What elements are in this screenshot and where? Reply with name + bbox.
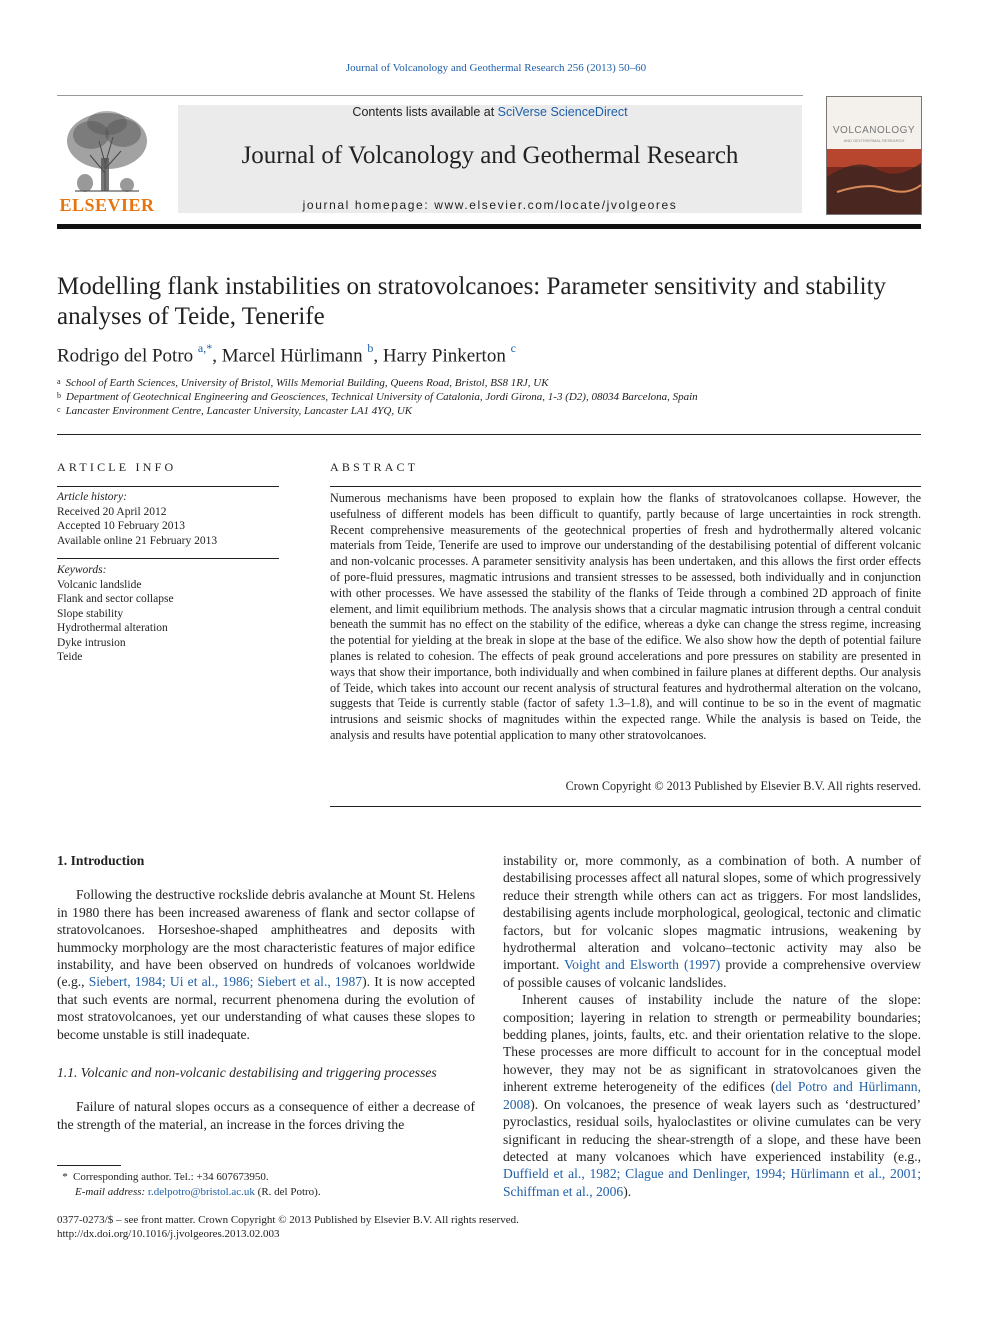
article-info-heading: ARTICLE INFO	[57, 460, 177, 474]
footnote-text: Corresponding author. Tel.: +34 607673950.	[73, 1171, 269, 1183]
keyword-item: Slope stability	[57, 607, 124, 620]
author-separator: ,	[212, 345, 222, 367]
header-bottom-rule	[57, 224, 921, 229]
affiliation-text: School of Earth Sciences, University of Bristol, Wills Memorial Building, Queens Road, Bristol, BS8 1RJ, UK	[65, 377, 549, 389]
paragraph-text: Following the destructive rockslide debris avalanche at Mount St. Helens in 1980 there has been increased awareness of flank and sector collapse of stratovolcanoes. Horseshoe-shaped amphitheatres and deposits with hummocky morphology are the most characteristic features of major edifice instability, and have been observed on hundreds of volcanoes worldwide (e.g.,	[57, 887, 475, 990]
paragraph	[503, 852, 921, 991]
paragraph-text: provide a comprehensive overview of possible causes of volcanic landslides.	[503, 957, 921, 990]
author-name: Rodrigo del Potro	[57, 345, 194, 367]
keyword-item: Dyke intrusion	[57, 636, 126, 649]
author-name: Marcel Hürlimann	[221, 345, 363, 367]
keyword-item: Volcanic landslide	[57, 578, 142, 591]
reference-link[interactable]: del Potro and Hürlimann, 2008	[503, 1079, 921, 1112]
history-item: Available online 21 February 2013	[57, 534, 218, 547]
paragraph-text: instability or, more commonly, as a combination of both. A number of destabilising processes affect all natural slopes, some of which progressively reduce their strength while others can act as triggers. For most landslides, destabilising agents include morphological, geological, tectonic and climatic factors, but for volcanic slopes magmatic intrusions, weakening by hydrothermal alteration and volcano–tectonic activity may also be important.	[503, 853, 921, 973]
paragraph	[503, 991, 921, 1200]
paragraph-text: Inherent causes of instability include the nature of the slope: composition; layering in relation to strength or permeability boundaries; bedding planes, joints, faults, etc. and their orientation relative to the slope. These processes are more difficult to account for in the conceptual model however, they may not be as significant in stratovolcanoes given the inherent extreme heterogeneity of the edifices (	[503, 992, 921, 1095]
article-info-divider	[57, 486, 279, 487]
affiliation-text: Department of Geotechnical Engineering and Geosciences, Technical University of Catalonia, Jordi Girona, 1-3 (D2), 08034 Barcelona, Spain	[66, 391, 698, 403]
subsection-heading: 1.1. Volcanic and non-volcanic destabilising and triggering processes	[57, 1065, 437, 1081]
author-name: Harry Pinkerton	[382, 345, 506, 367]
reference-link[interactable]: Siebert, 1984; Ui et al., 1986; Siebert et al., 1987	[88, 974, 363, 990]
article-title: Modelling flank instabilities on stratovolcanoes: Parameter sensitivity and stability analyses of Teide, Tenerife	[57, 273, 887, 330]
keyword-item: Flank and sector collapse	[57, 593, 174, 605]
journal-cover-thumbnail[interactable]	[826, 96, 922, 215]
issn-line: 0377-0273/$ – see front matter. Crown Copyright © 2013 Published by Elsevier B.V. All rights reserved.	[57, 1214, 519, 1226]
footnote-marker: *	[62, 1171, 68, 1183]
affiliation-text: Lancaster Environment Centre, Lancaster University, Lancaster LA1 4YQ, UK	[65, 405, 413, 417]
email-link[interactable]: r.delpotro@bristol.ac.uk	[147, 1186, 255, 1198]
keyword-item: Hydrothermal alteration	[57, 622, 168, 634]
author-list	[57, 343, 516, 367]
article-history	[57, 490, 279, 548]
abstract-divider	[330, 486, 921, 487]
affiliations-divider	[57, 434, 921, 435]
abstract-bottom-divider	[330, 806, 921, 807]
email-label: E-mail address:	[75, 1186, 148, 1198]
affiliation-letter: a	[57, 377, 61, 386]
reference-link[interactable]: Voight and Elsworth (1997)	[564, 957, 721, 973]
header-top-rule	[57, 95, 803, 96]
email-suffix: (R. del Potro).	[254, 1186, 321, 1198]
affiliation	[57, 391, 698, 403]
journal-homepage[interactable]: journal homepage: www.elsevier.com/locate/jvolgeores	[302, 198, 678, 212]
journal-citation[interactable]: Journal of Volcanology and Geothermal Research 256 (2013) 50–60	[345, 62, 647, 74]
keyword-item: Teide	[57, 651, 83, 663]
abstract-text: Numerous mechanisms have been proposed to explain how the flanks of stratovolcanoes collapse. However, the usefulness of different models has been difficult to quantify, partly because of large uncertainties in rock strength. Recent comprehensive measurements of the geotechnical properties of fresh and hydrothermally altered volcanic materials from Teide, Tenerife are used to improve our understanding of the destabilising potential of different volcanic and non-volcanic processes. A parameter sensitivity analysis has been undertaken, and this allows the first order effects of pore-fluid pressures, magmatic intrusions and transient stresses to be assessed, both individually and in conjunction with other processes. We have assessed the stability of the flanks of Teide through a combined 2D approach of finite element, and limit equilibrium methods. The analysis shows that a circular magmatic intrusion through a central conduit beneath the summit has no effect on the stability of the edifice, whereas a dyke can change the stress regime, increasing the potential for yielding at the break in slope at the base of the edifice. We also show how the depth of potential failure planes is related to cohesion. The effects of peak ground accelerations and pore pressures on stability are presented in ways that show their importance, both individually and when combined in failure planes at different depths. Our analysis of Teide, which takes into account our recent analysis of structural features and hydrothermal alteration on the volcano, suggests that Teide is currently stable (factor of safety 1.3–1.8), and will continue to be so in the event of magmatic intrusions and seismic shocks of magnitudes within the expected range. While the analysis is based on Teide, the analysis and results have potential application to many other stratovolcanoes.	[330, 491, 921, 742]
body-left-column	[57, 852, 475, 1133]
cover-subtitle: AND GEOTHERMAL RESEARCH	[843, 138, 905, 143]
elsevier-wordmark[interactable]: ELSEVIER	[59, 195, 155, 215]
author-affiliation-marker[interactable]: a,*	[197, 341, 213, 355]
paragraph-text: ). It is now accepted that such events are normal, recurrent phenomena during the evolution of most stratovolcanoes, yet our understanding of what causes these slopes to become unstable is still inadequate.	[57, 974, 475, 1042]
abstract-copyright: Crown Copyright © 2013 Published by Elsevier B.V. All rights reserved.	[565, 779, 921, 793]
paragraph-text: ). On volcanoes, the presence of weak layers such as ‘destructured’ pyroclastics, residual soils, hyaloclastites or olivine cumulates can be very significant in reducing the shear-strength of a slope, and these have been detected at many volcanoes which have experienced instability (e.g.,	[503, 1096, 921, 1164]
history-item: Accepted 10 February 2013	[57, 520, 186, 532]
affiliation	[57, 377, 549, 389]
keywords	[57, 563, 279, 665]
corresponding-author-note	[57, 1171, 269, 1183]
history-label: Article history:	[57, 491, 127, 503]
abstract-heading: ABSTRACT	[330, 460, 419, 474]
keywords-divider	[57, 558, 279, 559]
footnote-rule	[57, 1165, 121, 1166]
reference-link[interactable]: Duffield et al., 1982; Clague and Denlinger, 1994; Hürlimann et al., 2001; Schiffman et al., 2006	[503, 1166, 921, 1199]
cover-image	[827, 97, 921, 214]
section-heading: 1. Introduction	[57, 853, 145, 868]
keywords-label: Keywords:	[57, 564, 107, 576]
sciencedirect-link[interactable]: SciVerse ScienceDirect	[497, 105, 628, 119]
doi-link[interactable]: http://dx.doi.org/10.1016/j.jvolgeores.2013.02.003	[57, 1228, 280, 1240]
contents-prefix: Contents lists available at	[352, 105, 498, 119]
affiliation-letter: b	[57, 391, 61, 400]
author-affiliation-marker[interactable]: b	[367, 341, 374, 355]
author-separator: ,	[373, 345, 383, 367]
paragraph-text: ).	[623, 1183, 632, 1199]
journal-name: Journal of Volcanology and Geothermal Research	[241, 142, 739, 169]
affiliation	[57, 405, 412, 417]
email-note	[75, 1186, 321, 1198]
paragraph	[57, 886, 475, 1043]
contents-line	[178, 105, 802, 119]
cover-title: VOLCANOLOGY	[832, 125, 916, 136]
paragraph: Failure of natural slopes occurs as a consequence of either a decrease of the strength of the material, an increase in the forces driving the	[57, 1099, 475, 1132]
history-item: Received 20 April 2012	[57, 505, 167, 518]
affiliation-letter: c	[57, 405, 61, 414]
author-affiliation-marker[interactable]: c	[510, 341, 516, 355]
body-right-column	[503, 852, 921, 1200]
